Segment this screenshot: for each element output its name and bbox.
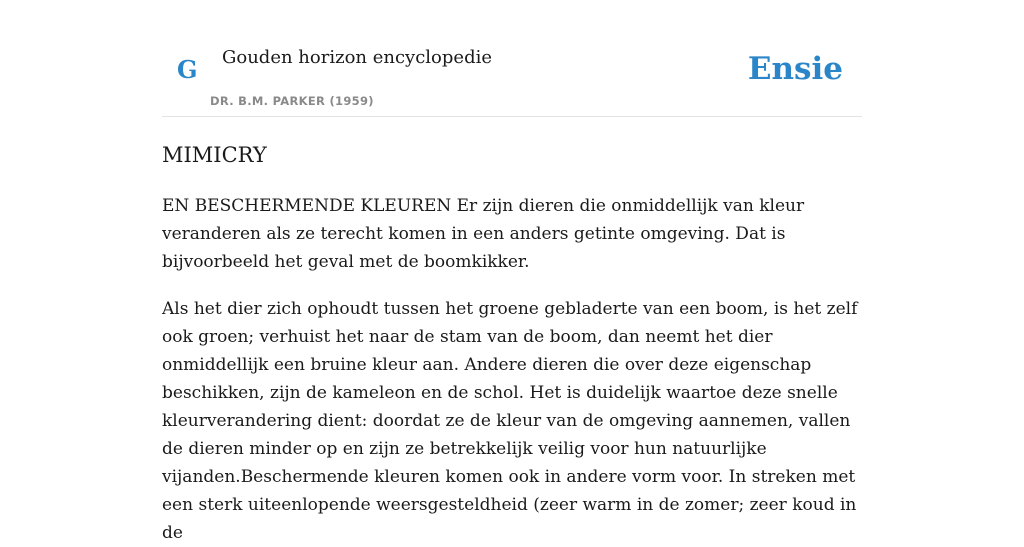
- book-logo[interactable]: G: [177, 55, 198, 84]
- page-header: [162, 0, 862, 117]
- book-author: DR. B.M. PARKER (1959): [210, 94, 374, 108]
- entry-title: MIMICRY: [162, 143, 267, 167]
- article-paragraph-2: Als het dier zich ophoudt tussen het groene gebladerte van een boom, is het zelf ook groen; verhuist het naar de stam van de boom, dan neemt het dier onmiddellijk een bruine kleur aan. Andere dieren die over deze eigenschap beschikken, zijn de kameleon en de schol. Het is duidelijk waartoe deze snelle kleurverandering dient: doordat ze de kleur van de omgeving aannemen, vallen de dieren minder op en zijn ze betrekkelijk veilig voor hun natuurlijke vijanden.Beschermende kleuren komen ook in andere vorm voor. In streken met een sterk uiteenlopende weersgesteldheid (zeer warm in de zomer; zeer koud in de: [162, 299, 858, 543]
- article-paragraph-1: EN BESCHERMENDE KLEUREN Er zijn dieren die onmiddellijk van kleur veranderen als ze terecht komen in een anders getinte omgeving. Dat is bijvoorbeeld het geval met de boomkikker.: [162, 196, 805, 272]
- brand-logo[interactable]: Ensie: [747, 51, 843, 87]
- book-title-link[interactable]: Gouden horizon encyclopedie: [222, 47, 492, 68]
- article: [162, 139, 862, 547]
